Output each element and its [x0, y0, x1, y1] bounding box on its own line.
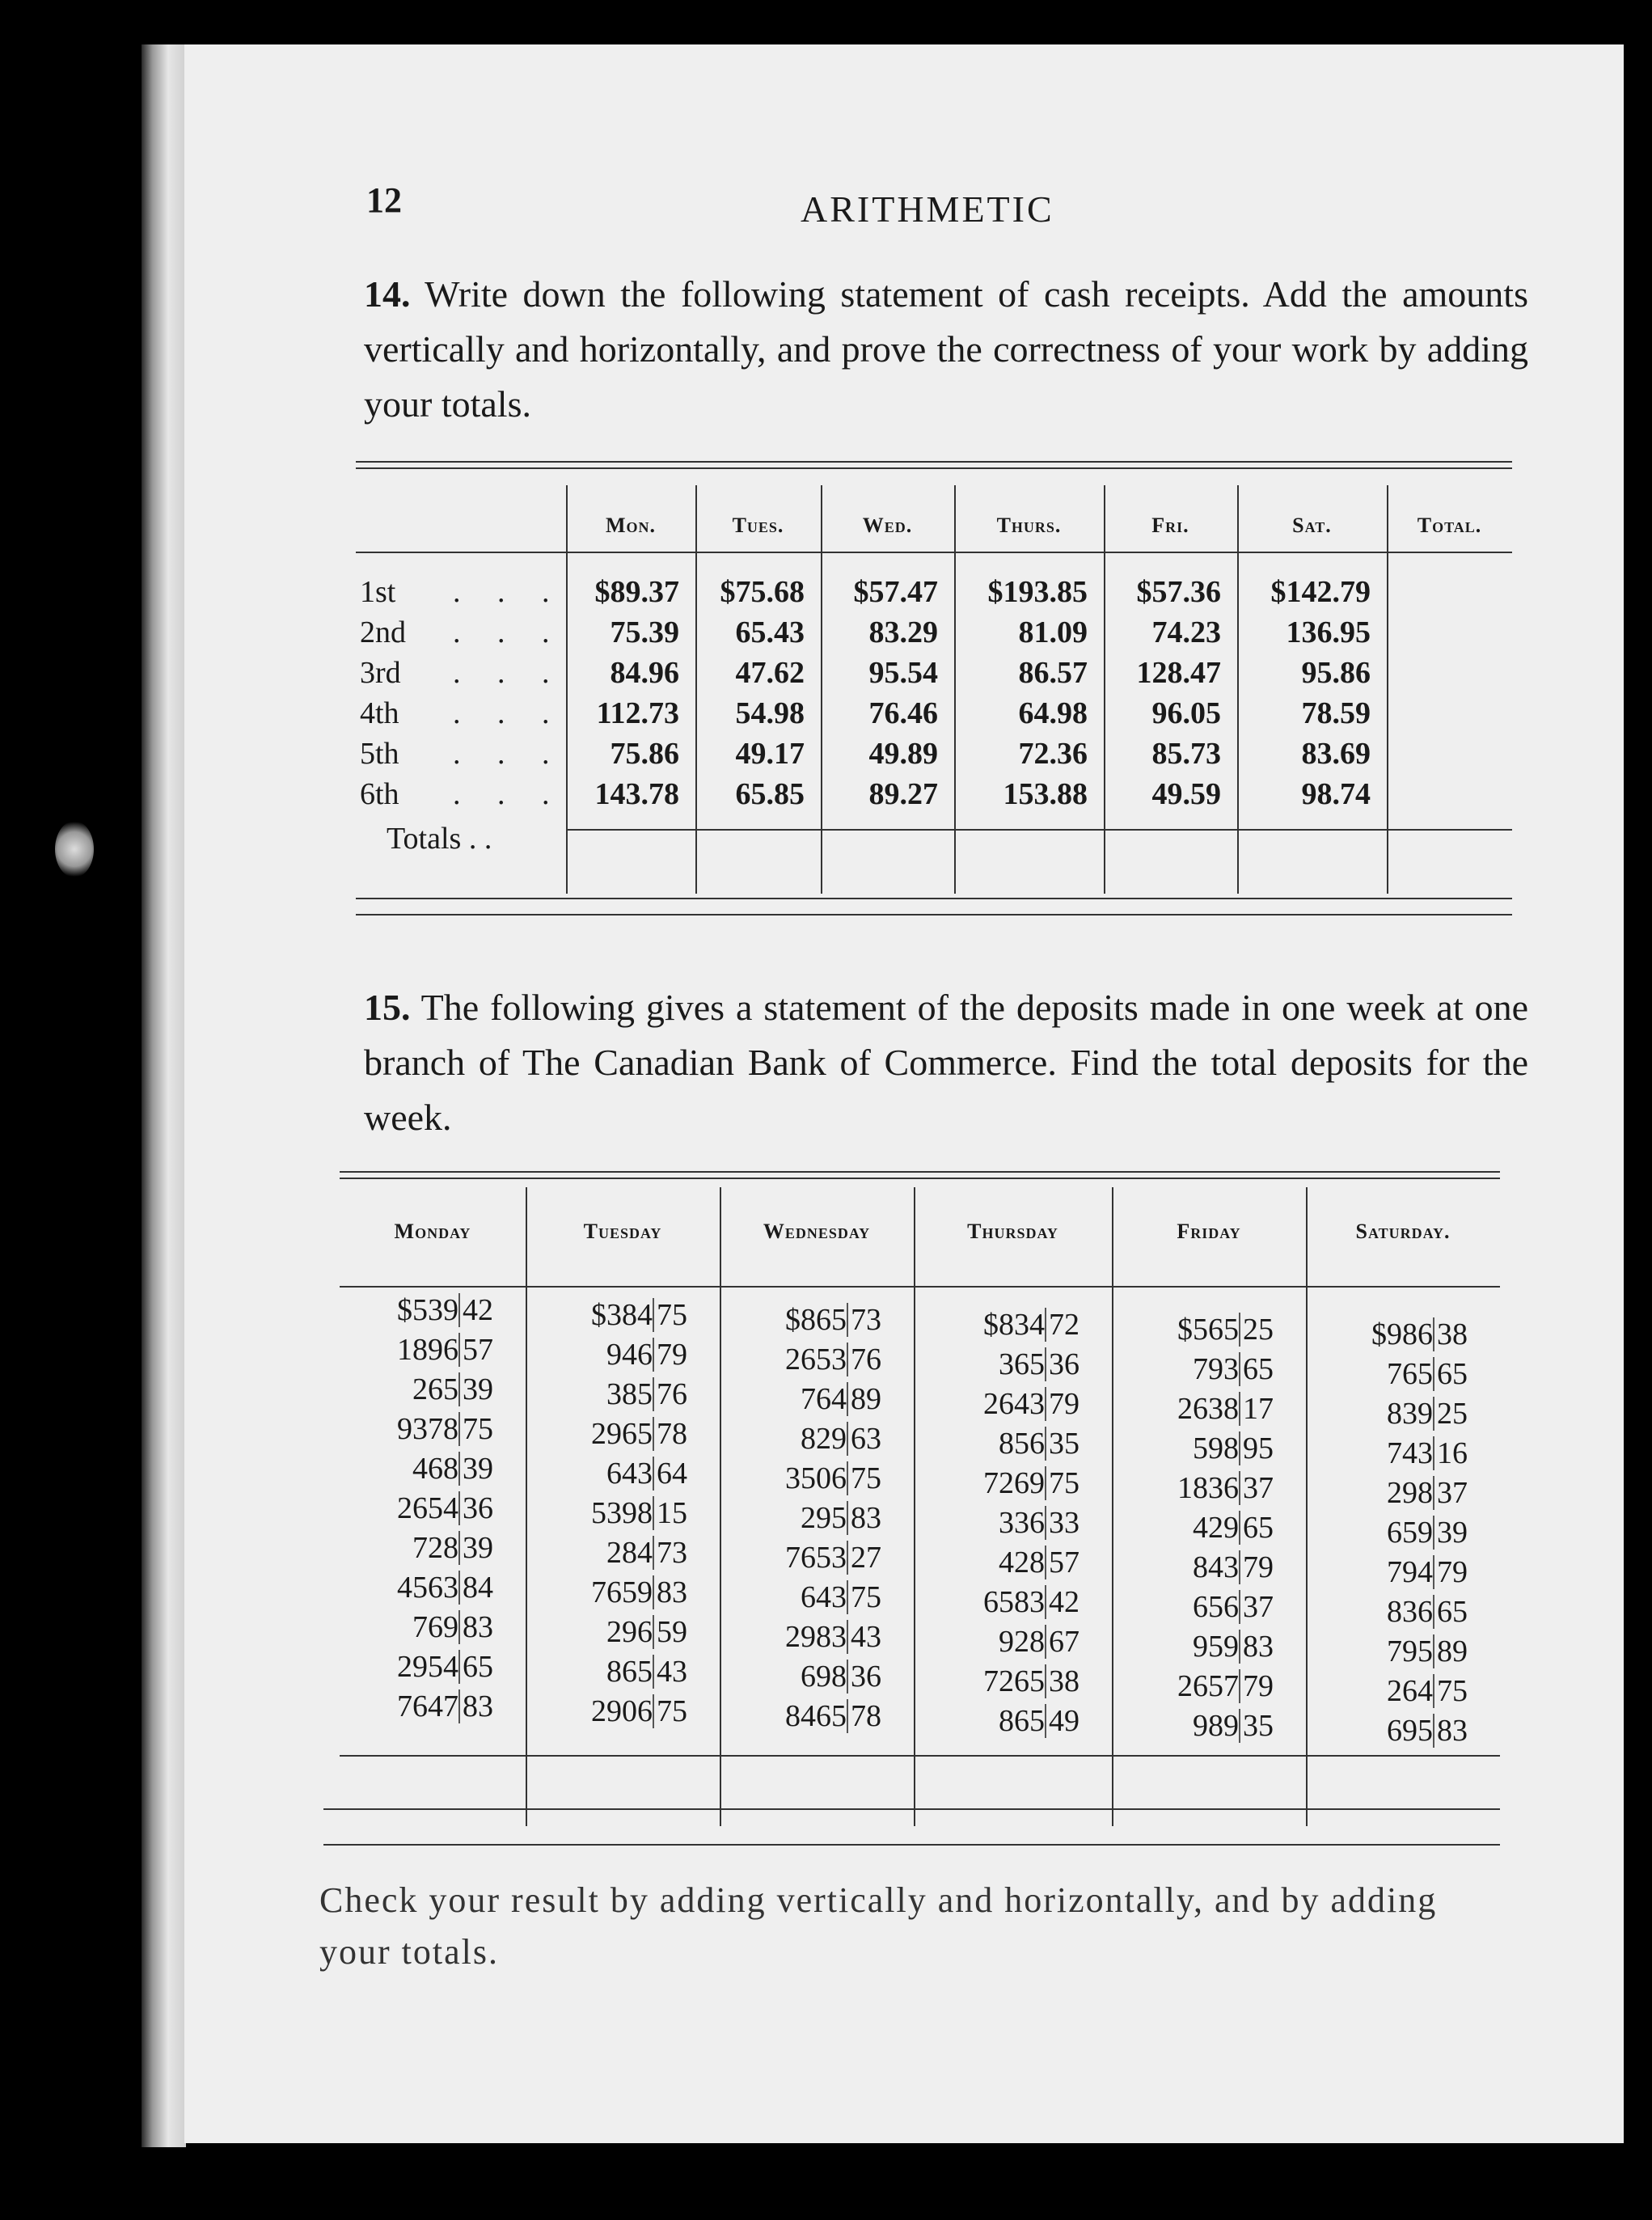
table15-cell [1112, 1708, 1274, 1744]
table15-dollars: 2906 [591, 1694, 653, 1728]
table15-cents: 83 [847, 1501, 881, 1535]
table15-cell [340, 1411, 493, 1447]
table15-dollars: $834 [983, 1308, 1045, 1342]
table14-top-rule-2 [356, 467, 1512, 469]
table15-cents: 33 [1045, 1506, 1080, 1540]
table15-cell [526, 1376, 687, 1412]
table14-cell: 95.54 [868, 656, 938, 690]
table15-cell [526, 1575, 687, 1610]
table15-dollars: $865 [785, 1303, 847, 1337]
table15-cell [526, 1614, 687, 1650]
table15-cell [1306, 1475, 1468, 1511]
table15-cell [1306, 1515, 1468, 1550]
table15-dollars: $539 [397, 1293, 458, 1327]
table15-cents: 39 [458, 1372, 493, 1406]
table15-dollars: 865 [606, 1655, 653, 1689]
table15-dollars: 959 [1193, 1630, 1239, 1664]
table14-row-label: 4th [360, 696, 399, 730]
page-number: 12 [366, 180, 402, 220]
table15-cell [1112, 1351, 1274, 1387]
table15-dollars: 3506 [785, 1461, 847, 1495]
table15-dollars: 428 [999, 1546, 1045, 1579]
table15-cell [1306, 1396, 1468, 1431]
table14-cell: 89.27 [868, 777, 938, 811]
table15-cents: 78 [653, 1417, 687, 1451]
table15-cell [340, 1292, 493, 1328]
table15-cell [526, 1297, 687, 1333]
table15-dollars: 836 [1387, 1595, 1433, 1629]
table15-bottom-rule-2 [323, 1844, 1500, 1846]
table14-cell: 143.78 [594, 777, 679, 811]
table14-row-dots: . . . [453, 656, 564, 690]
table14-col-header: Thurs. [996, 514, 1062, 537]
table15-cell [914, 1703, 1080, 1739]
table15-cell [914, 1426, 1080, 1461]
table15-col-header: Wednesday [763, 1220, 871, 1243]
table15-cell [720, 1698, 881, 1734]
table15-dollars: 385 [606, 1377, 653, 1411]
table15-dollars: 656 [1193, 1590, 1239, 1624]
table14-cell: 54.98 [735, 696, 805, 730]
table15-cell [526, 1495, 687, 1531]
table15-col-header: Monday [394, 1220, 471, 1243]
table14-col-header: Mon. [605, 514, 657, 537]
table15-cents: 37 [1433, 1476, 1468, 1510]
table15-dollars: 2638 [1177, 1392, 1239, 1426]
table15-dollars: 698 [801, 1660, 847, 1694]
table14-cell: $75.68 [720, 575, 805, 609]
table15-cents: 78 [847, 1699, 881, 1733]
table15-cell [1306, 1673, 1468, 1709]
table15-header-rule [340, 1286, 1500, 1288]
table15-cents: 65 [1433, 1357, 1468, 1391]
table15-dollars: 795 [1387, 1634, 1433, 1668]
table14-cell: 75.86 [610, 737, 679, 771]
table14-row-label: 3rd [360, 656, 401, 690]
table15-dollars: 598 [1193, 1431, 1239, 1465]
table15-dollars: 264 [1387, 1674, 1433, 1708]
table15-cell [1112, 1391, 1274, 1427]
table15-dollars: 829 [801, 1422, 847, 1456]
table15-dollars: 295 [801, 1501, 847, 1535]
table15-cell [720, 1659, 881, 1694]
table15-cell [340, 1570, 493, 1605]
table15-dollars: 284 [606, 1536, 653, 1570]
table15-bottom-rule [323, 1808, 1500, 1810]
table15-dollars: 659 [1387, 1516, 1433, 1550]
table14-cell: $142.79 [1270, 575, 1371, 609]
table15-cell [340, 1689, 493, 1724]
table15-cell [526, 1654, 687, 1689]
table15-cents: 65 [1239, 1352, 1274, 1386]
table15-cents: 63 [847, 1422, 881, 1456]
table15-cell [340, 1451, 493, 1486]
table14-cell: 81.09 [1018, 615, 1088, 649]
table15-cents: 43 [653, 1655, 687, 1689]
table14-row-dots: . . . [453, 615, 564, 649]
table14-row-dots: . . . [453, 575, 564, 609]
table15-dollars: 298 [1387, 1476, 1433, 1510]
table15-cents: 65 [1433, 1595, 1468, 1629]
table15-cents: 79 [653, 1338, 687, 1372]
table15-dollars: 764 [801, 1382, 847, 1416]
table14-cell: 65.43 [735, 615, 805, 649]
table15-cell [1112, 1470, 1274, 1506]
table14-row-dots: . . . [453, 777, 564, 811]
table15-dollars: 793 [1193, 1352, 1239, 1386]
table15-cents: 83 [458, 1610, 493, 1644]
edge-smudge [55, 821, 94, 877]
table15-cents: 79 [1239, 1550, 1274, 1584]
table15-col-header: Saturday. [1355, 1220, 1451, 1243]
table15-cents: 35 [1239, 1709, 1274, 1743]
table15-cents: 75 [847, 1580, 881, 1614]
table15-cents: 25 [1239, 1313, 1274, 1347]
table15-cents: 39 [458, 1452, 493, 1486]
table15-cents: 75 [847, 1461, 881, 1495]
table15-dollars: 2653 [785, 1343, 847, 1376]
table15-cents: 72 [1045, 1308, 1080, 1342]
table15-cents: 27 [847, 1541, 881, 1575]
table15-dollars: 928 [999, 1625, 1045, 1659]
table15-dollars: 1836 [1177, 1471, 1239, 1505]
table14-cell: 75.39 [610, 615, 679, 649]
table15-cents: 64 [653, 1457, 687, 1491]
table15-dollars: 7647 [397, 1689, 458, 1723]
table15-dollars: 2654 [397, 1491, 458, 1525]
table15-dollars: 769 [412, 1610, 458, 1644]
table15-cents: 83 [458, 1689, 493, 1723]
table14-cell: $89.37 [594, 575, 679, 609]
table14-cell: 74.23 [1151, 615, 1221, 649]
table14-col-header: Total. [1417, 514, 1482, 537]
table15-cents: 37 [1239, 1590, 1274, 1624]
table15-cents: 16 [1433, 1436, 1468, 1470]
table14-cell: $193.85 [987, 575, 1088, 609]
table14-cell: 84.96 [610, 656, 679, 690]
table14-cell: $57.47 [853, 575, 938, 609]
table15-cell [1112, 1629, 1274, 1664]
table15-cell [914, 1664, 1080, 1699]
table15-dollars: 946 [606, 1338, 653, 1372]
table14-cell: 136.95 [1286, 615, 1371, 649]
table14-row-label: 1st [360, 575, 396, 609]
table15-dollars: 6583 [983, 1585, 1045, 1619]
exercise-15-number: 15. [364, 987, 411, 1028]
table15-cents: 95 [1239, 1431, 1274, 1465]
table15-cents: 65 [1239, 1511, 1274, 1545]
table14-cell: 95.86 [1301, 656, 1371, 690]
exercise-15-text [364, 980, 1528, 1145]
table15-dollars: 2657 [1177, 1669, 1239, 1703]
table15-dollars: $565 [1177, 1313, 1239, 1347]
table15-cell [720, 1302, 881, 1338]
table15-cell [340, 1491, 493, 1526]
table15-dollars: 5398 [591, 1496, 653, 1530]
table15-cell [914, 1624, 1080, 1660]
table14-cell: 49.59 [1151, 777, 1221, 811]
table15-dollars: 2965 [591, 1417, 653, 1451]
table15-cell [526, 1337, 687, 1372]
table14-cell: 98.74 [1301, 777, 1371, 811]
exercise-14-text [364, 267, 1528, 432]
table15-dollars: 643 [801, 1580, 847, 1614]
table14-col-header: Wed. [862, 514, 913, 537]
table14-row-label: 6th [360, 777, 399, 811]
table15-cell [526, 1456, 687, 1491]
table15-top-rule-2 [340, 1178, 1500, 1179]
table15-dollars: 856 [999, 1427, 1045, 1461]
table15-cents: 57 [458, 1333, 493, 1367]
table15-cents: 73 [653, 1536, 687, 1570]
table15-cell [914, 1505, 1080, 1541]
table15-dollars: 2643 [983, 1387, 1045, 1421]
table14-cell: 49.89 [868, 737, 938, 771]
table14-cell: 96.05 [1151, 696, 1221, 730]
table15-cell [340, 1609, 493, 1645]
exercise-14-number: 14. [364, 273, 411, 315]
table15-cell [914, 1545, 1080, 1580]
table15-dollars: 794 [1387, 1555, 1433, 1589]
table15-dollars: 643 [606, 1457, 653, 1491]
table15-cell [720, 1540, 881, 1575]
table15-cents: 65 [458, 1650, 493, 1684]
table15-cell [720, 1461, 881, 1496]
running-title: ARITHMETIC [801, 188, 1054, 230]
table15-cell [526, 1694, 687, 1729]
table15-cents: 75 [1433, 1674, 1468, 1708]
table15-cents: 79 [1433, 1555, 1468, 1589]
table15-cell [1306, 1436, 1468, 1471]
table15-dollars: 843 [1193, 1550, 1239, 1584]
table15-dollars: 8465 [785, 1699, 847, 1733]
table15-dollars: $986 [1371, 1317, 1433, 1351]
table14-cell: $57.36 [1136, 575, 1221, 609]
table15-cell [526, 1416, 687, 1452]
table14-row-label: 2nd [360, 615, 406, 649]
table15-cents: 49 [1045, 1704, 1080, 1738]
table15-dollars: 7269 [983, 1466, 1045, 1500]
table15-cents: 38 [1045, 1664, 1080, 1698]
table15-col-header: Thursday [967, 1220, 1058, 1243]
table14-cell: 128.47 [1136, 656, 1221, 690]
table15-dollars: 468 [412, 1452, 458, 1486]
table15-cell [1306, 1554, 1468, 1590]
table15-cents: 59 [653, 1615, 687, 1649]
table15-cents: 15 [653, 1496, 687, 1530]
table15-dollars: 7653 [785, 1541, 847, 1575]
table15-cell [340, 1332, 493, 1368]
exercise-15-body: The following gives a statement of the deposits made in one week at one branch of The Canadian Bank of Commerce. Find the total deposits for the week. [364, 987, 1528, 1138]
table15-cell [1306, 1317, 1468, 1352]
table15-cell [1306, 1634, 1468, 1669]
table15-cell [914, 1465, 1080, 1501]
table15-cents: 39 [458, 1531, 493, 1565]
table14-cell: 64.98 [1018, 696, 1088, 730]
table14-cell: 72.36 [1018, 737, 1088, 771]
table15-dollars: 743 [1387, 1436, 1433, 1470]
table15-dollars: 7265 [983, 1664, 1045, 1698]
table15-cents: 37 [1239, 1471, 1274, 1505]
table15-cents: 67 [1045, 1625, 1080, 1659]
table15-cents: 36 [847, 1660, 881, 1694]
table14-cell: 65.85 [735, 777, 805, 811]
table15-cents: 39 [1433, 1516, 1468, 1550]
table15-cell [1306, 1356, 1468, 1392]
table15-cell [720, 1579, 881, 1615]
table15-cell [914, 1386, 1080, 1422]
table15-cents: 79 [1045, 1387, 1080, 1421]
table15-dollars: 7659 [591, 1575, 653, 1609]
table14-row-dots: . . . [453, 737, 564, 771]
table15-cell [914, 1307, 1080, 1343]
table15-cell [720, 1421, 881, 1457]
table14-col-header: Tues. [732, 514, 784, 537]
table15-cents: 83 [1433, 1714, 1468, 1748]
table14-cell: 78.59 [1301, 696, 1371, 730]
book-spine [142, 44, 186, 2147]
table15-cents: 75 [458, 1412, 493, 1446]
table15-cents: 36 [458, 1491, 493, 1525]
table15-dollars: 9378 [397, 1412, 458, 1446]
table15-cents: 42 [458, 1293, 493, 1327]
table15-dollars: 695 [1387, 1714, 1433, 1748]
table14-top-rule [356, 461, 1512, 463]
table15-cents: 73 [847, 1303, 881, 1337]
table14-cell: 112.73 [596, 696, 679, 730]
table15-dollars: 989 [1193, 1709, 1239, 1743]
table14-col-rule [1387, 485, 1388, 894]
table14-cell: 83.29 [868, 615, 938, 649]
table15-cell [340, 1649, 493, 1685]
table15-sum-rule [340, 1755, 1500, 1757]
table15-cell [720, 1500, 881, 1536]
table15-col-header: Tuesday [583, 1220, 662, 1243]
table15-cents: 76 [847, 1343, 881, 1376]
table15-cents: 36 [1045, 1347, 1080, 1381]
table15-cents: 75 [653, 1694, 687, 1728]
table15-cents: 79 [1239, 1669, 1274, 1703]
table14-cell: 85.73 [1151, 737, 1221, 771]
table15-cents: 76 [653, 1377, 687, 1411]
table15-cents: 83 [1239, 1630, 1274, 1664]
table15-cell [1112, 1312, 1274, 1347]
table15-cents: 75 [1045, 1466, 1080, 1500]
footer-instruction: Check your result by adding vertically and horizontally, and by adding your totals. [319, 1880, 1438, 1972]
table14-cell: 83.69 [1301, 737, 1371, 771]
table14-row-label: 5th [360, 737, 399, 771]
table15-cell [1112, 1550, 1274, 1585]
table15-dollars: 265 [412, 1372, 458, 1406]
table15-cell [1112, 1589, 1274, 1625]
table15-cell [720, 1619, 881, 1655]
table14-totals-label: Totals . . [387, 822, 492, 856]
table15-cell [720, 1342, 881, 1377]
table15-dollars: $384 [591, 1298, 653, 1332]
table15-dollars: 365 [999, 1347, 1045, 1381]
table15-cell [1306, 1713, 1468, 1749]
table15-cell [1112, 1431, 1274, 1466]
table15-cents: 57 [1045, 1546, 1080, 1579]
table15-cell [914, 1347, 1080, 1382]
table15-cell [340, 1530, 493, 1566]
table14-cell: 86.57 [1018, 656, 1088, 690]
table15-dollars: 765 [1387, 1357, 1433, 1391]
table14-totals-rule [566, 829, 1512, 831]
table15-cents: 84 [458, 1571, 493, 1605]
table15-cents: 25 [1433, 1397, 1468, 1431]
table15-cents: 42 [1045, 1585, 1080, 1619]
table15-cents: 43 [847, 1620, 881, 1654]
table15-dollars: 865 [999, 1704, 1045, 1738]
table15-dollars: 336 [999, 1506, 1045, 1540]
table15-cents: 17 [1239, 1392, 1274, 1426]
table15-dollars: 296 [606, 1615, 653, 1649]
table15-cents: 35 [1045, 1427, 1080, 1461]
table15-dollars: 429 [1193, 1511, 1239, 1545]
table14-col-header: Fri. [1151, 514, 1189, 537]
table14-cell: 47.62 [735, 656, 805, 690]
table14-col-header: Sat. [1292, 514, 1332, 537]
table15-dollars: 839 [1387, 1397, 1433, 1431]
table14-cell: 49.17 [735, 737, 805, 771]
table15-cell [720, 1381, 881, 1417]
table15-cell [1306, 1594, 1468, 1630]
table14-header-rule [356, 552, 1512, 553]
table14-row-dots: . . . [453, 696, 564, 730]
table15-top-rule [340, 1171, 1500, 1173]
table15-cell [1112, 1510, 1274, 1546]
table15-cents: 89 [1433, 1634, 1468, 1668]
table15-cell [526, 1535, 687, 1571]
table15-dollars: 4563 [397, 1571, 458, 1605]
table15-dollars: 1896 [397, 1333, 458, 1367]
table15-cents: 75 [653, 1298, 687, 1332]
table15-cents: 38 [1433, 1317, 1468, 1351]
exercise-14-body: Write down the following statement of cash receipts. Add the amounts vertically and horizontally, and prove the correctness of your work by adding your totals. [364, 273, 1528, 425]
table15-cents: 89 [847, 1382, 881, 1416]
table15-cents: 83 [653, 1575, 687, 1609]
table14-cell: 153.88 [1003, 777, 1088, 811]
table15-cell [914, 1584, 1080, 1620]
table15-cell [1112, 1668, 1274, 1704]
table15-col-header: Friday [1177, 1220, 1241, 1243]
table15-cell [340, 1372, 493, 1407]
table14-bottom-rule-2 [356, 914, 1512, 915]
table14-bottom-rule [356, 898, 1512, 899]
table15-dollars: 2954 [397, 1650, 458, 1684]
table14-cell: 76.46 [868, 696, 938, 730]
table15-dollars: 728 [412, 1531, 458, 1565]
table15-dollars: 2983 [785, 1620, 847, 1654]
